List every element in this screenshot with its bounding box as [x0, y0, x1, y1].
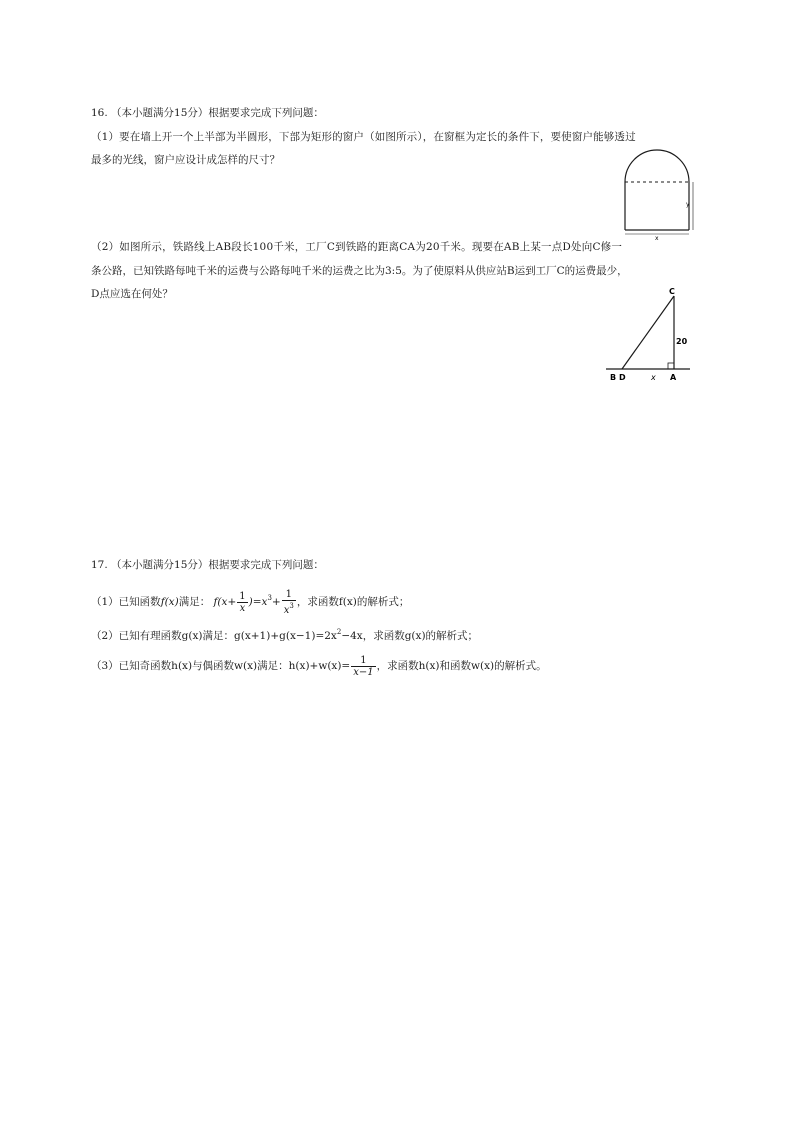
triangle-figure	[606, 284, 696, 384]
q17-p2-exp: 2	[336, 628, 342, 636]
q17-p1-plus: +	[271, 596, 281, 608]
q17-p1-func: f(x)	[160, 596, 179, 608]
label-b: B	[610, 373, 617, 382]
q17-part1	[91, 584, 410, 616]
road-cd	[622, 296, 674, 369]
q17-p3-frac	[351, 655, 375, 678]
frac1-num: 1	[239, 590, 246, 602]
q16-part1-line1: （1）要在墙上开一个上半部为半圆形，下部为矩形的窗户（如图所示），在窗框为定长的条件下，要使窗户能够透过	[91, 131, 636, 143]
q17-p2-text: （2）已知有理函数g(x)满足：g(x+1)+g(x−1)=2x	[91, 630, 337, 642]
frac2-exp: 3	[289, 601, 294, 610]
label-d: D	[619, 373, 626, 382]
label-20: 20	[676, 337, 688, 346]
right-angle-mark	[668, 363, 674, 369]
label-x: x	[651, 373, 656, 382]
q17-p3-prefix: （3）已知奇函数h(x)与偶函数w(x)满足：h(x)+w(x)=	[91, 660, 351, 672]
q17-part3	[91, 652, 547, 680]
q17-p1-eq-mid: )=x	[248, 596, 268, 608]
q16-part1-line2: 最多的光线，窗户应设计成怎样的尺寸？	[91, 154, 280, 166]
q17-p2-rest: −4x，求函数g(x)的解析式；	[341, 630, 479, 642]
q16-header: 16. （本小题满分15分）根据要求完成下列问题：	[91, 107, 324, 119]
q17-p1-frac1	[237, 591, 247, 614]
q16-part2-line1: （2）如图所示，铁路线上AB段长100千米，工厂C到铁路的距离CA为20千米。现要在AB上某一点D处向C修一	[91, 241, 623, 253]
window-figure	[615, 140, 700, 240]
q17-p1-frac2	[282, 589, 296, 616]
q16-part2-line2: 条公路，已知铁路每吨千米的运费与公路每吨千米的运费之比为3:5。为了使原料从供应站B运到工厂C的运费最少，	[91, 265, 628, 277]
window-semicircle	[625, 150, 689, 182]
q16-part2-line3: D点应选在何处？	[91, 288, 173, 300]
q17-p1-exp: 3	[267, 594, 272, 602]
frac2-den: x	[283, 604, 290, 616]
q17-header: 17. （本小题满分15分）根据要求完成下列问题：	[91, 559, 324, 571]
q17-p1-mid: 满足：	[178, 596, 211, 608]
q17-p1-prefix: （1）已知函数	[91, 596, 161, 608]
label-a: A	[670, 373, 677, 382]
frac3-num: 1	[351, 655, 375, 667]
label-c: C	[669, 287, 675, 296]
frac3-den: x−1	[353, 666, 374, 678]
x-label: x	[655, 235, 659, 240]
frac2-num: 1	[282, 589, 296, 601]
frac1-den: x	[239, 602, 246, 614]
y-label: y	[686, 201, 690, 208]
q17-p3-suffix: ，求函数h(x)和函数w(x)的解析式。	[376, 660, 547, 672]
q17-p1-eq-left: f(x+	[213, 596, 237, 608]
q17-part2	[91, 625, 478, 643]
q17-p1-suffix: ，求函数f(x)的解析式；	[296, 596, 410, 608]
